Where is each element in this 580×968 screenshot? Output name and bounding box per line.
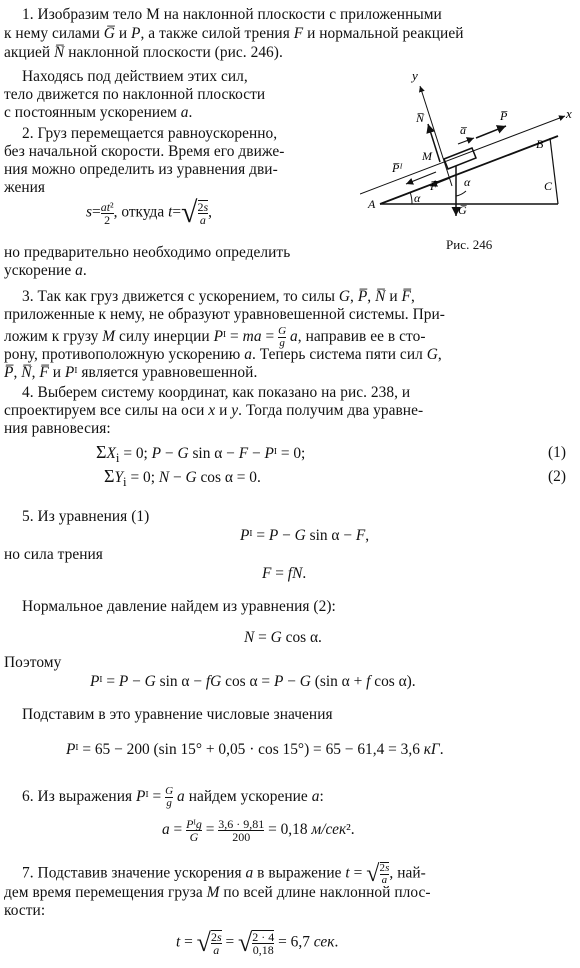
label-C: C [544, 179, 553, 193]
text-line: с постоянным ускорением a. [4, 104, 193, 121]
formula-normal: N = G cos α. [244, 629, 322, 646]
text-line: 1. Изобразим тело M на наклонной плоскости с приложенными [22, 6, 442, 23]
text-line: рону, противоположную ускорению a. Теперь система пяти сил G, [4, 346, 442, 363]
text-line: Поэтому [4, 654, 62, 671]
formula-pi-full: Pᴵ = P − G sin α − fG cos α = P − G (sin α + f cos α). [90, 673, 416, 690]
formula-numeric: Pᴵ = 65 − 200 (sin 15° + 0,05 · cos 15°) = 65 − 61,4 = 3,6 кГ. [66, 741, 444, 758]
text-line: но предварительно необходимо определить [4, 244, 291, 261]
angle-arc-g [456, 191, 466, 196]
angle-arc-a [410, 192, 412, 204]
formula-pi: Pᴵ = P − G sin α − F, [240, 527, 370, 544]
text-line: акцией N̅ наклонной плоскости (рис. 246). [4, 44, 283, 61]
text-line: Нормальное давление найдем из уравнения (2): [22, 598, 336, 615]
block-m [444, 148, 476, 169]
equation-1: $\Sigma X_i = 0$; P − G sin α − F − Pᴵ = 0; [96, 442, 306, 466]
label-y: y [412, 68, 418, 83]
text-line: P̅, N̅, F̅ и Pᴵ является уравновешенной. [4, 364, 258, 381]
y-axis [420, 86, 452, 186]
text-line: ускорение a. [4, 262, 87, 279]
text-line: приложенные к нему, не образуют уравновешенной системы. При- [4, 306, 445, 323]
equation-2: $\Sigma Y_i = 0$; N − G cos α = 0. [104, 466, 261, 490]
label-pi: P̅ᴵ [392, 161, 403, 175]
text-line: к нему силами G̅ и P, а также силой трения F и нормальной реакцией [4, 25, 464, 42]
figure-caption: Рис. 246 [446, 237, 493, 252]
text-line: спроектируем все силы на оси x и y. Тогда получим два уравне- [4, 402, 424, 419]
label-a: a̅ [460, 123, 466, 137]
text-line: но сила трения [4, 546, 103, 563]
right-side-line [550, 138, 558, 204]
label-m: M [422, 149, 432, 163]
text-line: 7. Подставив значение ускорения a в выражение t = √ $\frac{2s}{a}$ , най- [22, 861, 426, 887]
text-line: Подставим в это уравнение числовые значения [22, 706, 333, 723]
formula-accel: a = Pᴵg G = $\frac{3,6 \cdot 9,81}{200}$ = 0,18 м/сек². [162, 817, 355, 844]
label-alpha-base: α [414, 191, 421, 205]
label-n: N̅ [416, 111, 425, 125]
label-alpha-block: α [464, 175, 471, 189]
label-f: F̅ [430, 179, 438, 193]
text-line: ния можно определить из уравнения дви- [4, 161, 278, 178]
label-x: x [566, 106, 572, 121]
text-line: дем время перемещения груза M по всей длине наклонной плос- [4, 884, 431, 901]
equation-2-number: (2) [548, 468, 566, 485]
label-B: B [536, 137, 544, 151]
label-A: A [368, 197, 376, 211]
text-line: кости: [4, 902, 46, 919]
text-line: без начальной скорости. Время его движе- [4, 143, 285, 160]
text-line: 4. Выберем систему координат, как показано на рис. 238, и [22, 384, 411, 401]
incline-line [380, 136, 558, 204]
text-line: 6. Из выражения Pᴵ = $\frac{G}{g}$ a найдем ускорение a: [22, 785, 324, 809]
text-line: тело движется по наклонной плоскости [4, 86, 266, 103]
text-line: ложим к грузу M силу инерции Pᴵ = ma = $\frac{G}{g}$ a, направив ее в сто- [4, 325, 426, 349]
label-p: P̅ [500, 109, 508, 123]
text-line: ния равновесия: [4, 420, 111, 437]
force-p-arrow [476, 126, 506, 138]
label-g: G̅ [458, 203, 467, 217]
formula-friction: F = fN. [262, 565, 307, 582]
text-line: жения [4, 179, 46, 196]
formula-time-final: t = √ $\frac{2s}{a}$ = √ $\frac{2 \cdot 4}{0,18}$ = 6,7 сек. [176, 928, 339, 957]
text-line: 3. Так как груз движется с ускорением, то силы G, P̅, N̅ и F̅, [22, 288, 415, 305]
text-line: 2. Груз перемещается равноускоренно, [22, 125, 278, 142]
text-line: 5. Из уравнения (1) [22, 508, 150, 525]
text-line: Находясь под действием этих сил, [22, 68, 248, 85]
equation-1-number: (1) [548, 444, 566, 461]
formula-motion: s= $\frac{\text{at²}}{2}$ , откуда t=√ $\frac{2s}{a}$ , [86, 196, 213, 229]
accel-arrow [458, 138, 474, 144]
